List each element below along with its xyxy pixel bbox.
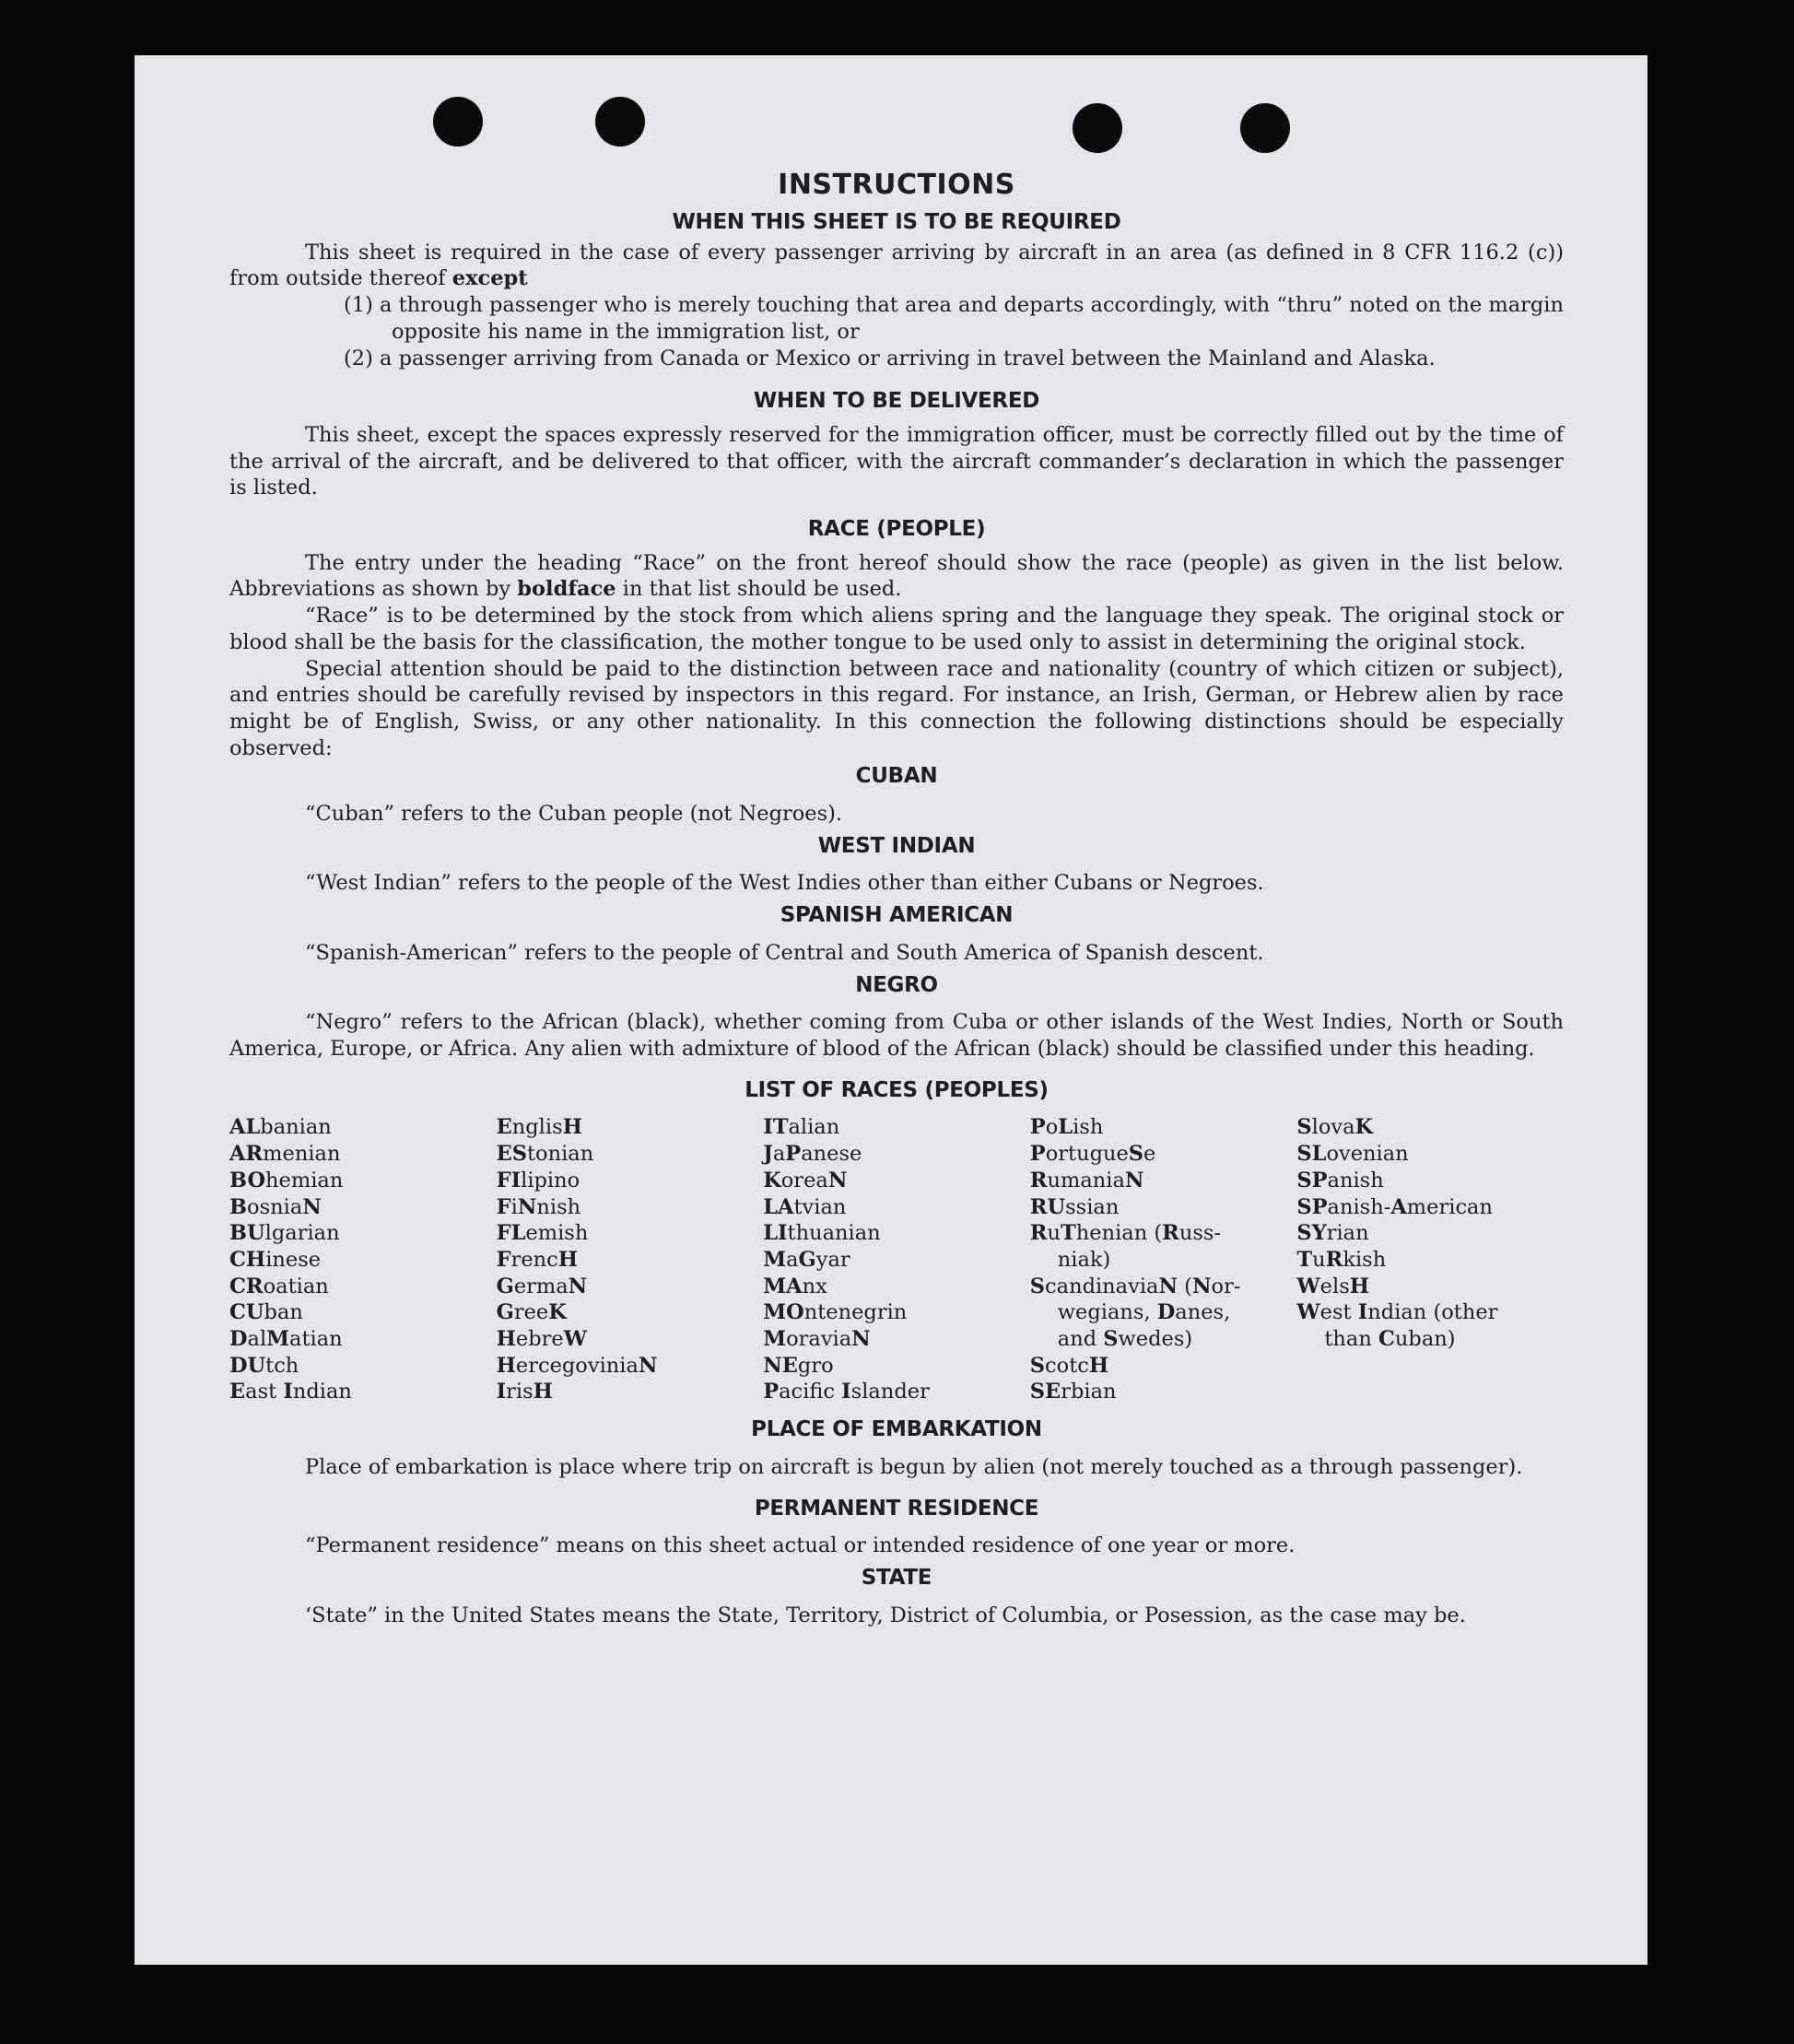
race-entry: RUssian xyxy=(1029,1194,1120,1219)
race-entry: IrisH xyxy=(496,1380,553,1404)
race-entry: ITalian xyxy=(763,1115,840,1140)
race-entry: PortugueSe xyxy=(1029,1142,1156,1167)
race-entry: SErbian xyxy=(1029,1380,1117,1404)
race-entry: CUban xyxy=(229,1300,303,1325)
race-entry: FLemish xyxy=(496,1221,589,1246)
section-heading-embarkation: PLACE OF EMBARKATION xyxy=(751,1417,1042,1442)
section-heading-race: RACE (PEOPLE) xyxy=(807,517,986,542)
race-entry: MoraviaN xyxy=(763,1327,871,1352)
races-column xyxy=(1296,1114,1564,1405)
race-entry: ScandinaviaN (Nor- xyxy=(1029,1274,1241,1298)
race-entry: MaGyar xyxy=(763,1247,850,1272)
race-entry: DalMatian xyxy=(229,1327,343,1352)
spanish-american-text: “Spanish-American” refers to the people of Central and South America of Spanish descent. xyxy=(305,940,1264,965)
race-entry: and Swedes) xyxy=(1057,1327,1193,1352)
state-text: ‘State” in the United States means the State, Territory, District of Columbia, or Posession, as the case may be. xyxy=(305,1603,1466,1627)
race-entry: FrencH xyxy=(496,1247,579,1272)
race-entry: BosniaN xyxy=(229,1194,322,1219)
race-entry: GreeK xyxy=(496,1300,567,1325)
race-paragraph: The entry under the heading “Race” on the front hereof should show the race (people) as given in the list below. Abbreviations as shown by boldface in that list should be used. xyxy=(229,550,1564,602)
races-column xyxy=(497,1114,764,1405)
race-entry: SPanish xyxy=(1296,1168,1384,1192)
instructions-content xyxy=(229,161,1564,1628)
race-entry: East Indian xyxy=(229,1380,352,1404)
document-page xyxy=(135,55,1647,1965)
race-paragraph: “Race” is to be determined by the stock from which aliens spring and the language they speak. The original stock or blood shall be the basis for the classification, the mother tongue to be used only to assist in determining the original stock. xyxy=(229,604,1564,654)
race-entry: FiNnish xyxy=(496,1194,581,1219)
section-heading-state: STATE xyxy=(861,1565,932,1590)
race-entry: GermaN xyxy=(496,1274,588,1298)
exception-item: (2) a passenger arriving from Canada or Mexico or arriving in travel between the Mainland and Alaska. xyxy=(344,346,1436,370)
residence-text: “Permanent residence” means on this sheet actual or intended residence of one year or more. xyxy=(305,1533,1296,1558)
race-entry: WelsH xyxy=(1296,1274,1369,1298)
page-title: INSTRUCTIONS xyxy=(778,169,1015,201)
races-column xyxy=(1030,1114,1297,1405)
section-heading-cuban: CUBAN xyxy=(855,764,938,789)
races-list xyxy=(229,1114,1564,1405)
section-heading-permanent-residence: PERMANENT RESIDENCE xyxy=(754,1496,1039,1521)
section-heading-required: WHEN THIS SHEET IS TO BE REQUIRED xyxy=(672,210,1121,234)
race-entry: wegians, Danes, xyxy=(1057,1300,1231,1325)
section-heading-list-of-races: LIST OF RACES (PEOPLES) xyxy=(745,1077,1049,1102)
race-entry: SlovaK xyxy=(1296,1115,1374,1140)
race-entry: PoLish xyxy=(1029,1115,1104,1140)
west-indian-text: “West Indian” refers to the people of the West Indies other than either Cubans or Negroes. xyxy=(305,871,1264,896)
race-entry: LIthuanian xyxy=(763,1221,881,1246)
races-column xyxy=(763,1114,1030,1405)
race-entry: RumaniaN xyxy=(1029,1168,1144,1192)
required-intro: This sheet is required in the case of every passenger arriving by aircraft in an area (as defined in 8 CFR 116.2 (c)) from outside thereof except xyxy=(229,240,1564,291)
race-entry: LAtvian xyxy=(763,1194,847,1219)
race-entry: ALbanian xyxy=(229,1115,332,1140)
race-entry: JaPanese xyxy=(763,1142,862,1167)
race-entry: HebreW xyxy=(496,1327,587,1352)
race-entry: SPanish-American xyxy=(1296,1194,1493,1219)
race-entry: EnglisH xyxy=(496,1115,582,1140)
cuban-text: “Cuban” refers to the Cuban people (not Negroes). xyxy=(305,802,843,827)
punch-hole xyxy=(595,97,645,147)
punch-hole xyxy=(433,97,483,147)
race-entry: RuThenian (Russ- xyxy=(1029,1221,1222,1246)
exceptions-list xyxy=(344,292,1564,371)
race-entry: NEgro xyxy=(763,1353,834,1378)
section-heading-west-indian: WEST INDIAN xyxy=(817,833,976,858)
race-entry: HercegoviniaN xyxy=(496,1353,658,1378)
section-heading-negro: NEGRO xyxy=(855,972,938,997)
race-entry: EStonian xyxy=(496,1142,594,1167)
race-paragraph: Special attention should be paid to the distinction between race and nationality (country of which citizen or subject), and entries should be carefully revised by inspectors in this regard. For instance, an Irish, German, or Hebrew alien by race might be of English, Swiss, or any other nationality. In this connection the following distinctions should be especially observed: xyxy=(229,656,1564,760)
section-heading-spanish-american: SPANISH AMERICAN xyxy=(780,903,1014,928)
negro-text: “Negro” refers to the African (black), whether coming from Cuba or other islands of the West Indies, North or South America, Europe, or Africa. Any alien with admixture of blood of the African (black) should be classified under this heading. xyxy=(229,1010,1564,1061)
race-entry: MOntenegrin xyxy=(763,1300,908,1325)
race-entry: BUlgarian xyxy=(229,1221,340,1246)
race-entry: niak) xyxy=(1057,1247,1111,1272)
embarkation-text: Place of embarkation is place where trip on aircraft is begun by alien (not merely touched as a through passenger). xyxy=(305,1454,1523,1479)
exception-item: (1) a through passenger who is merely touching that area and departs accordingly, with “thru” noted on the margin opposite his name in the immigration list, or xyxy=(344,293,1564,344)
race-entry: SLovenian xyxy=(1296,1142,1409,1167)
race-entry: West Indian (other xyxy=(1296,1300,1498,1325)
race-entry: DUtch xyxy=(229,1353,299,1378)
races-column xyxy=(229,1114,497,1405)
race-entry: CRoatian xyxy=(229,1274,329,1298)
delivered-text: This sheet, except the spaces expressly reserved for the immigration officer, must be correctly filled out by the time of the arrival of the aircraft, and be delivered to that officer, with the aircraft commander’s declaration in which the passenger is listed. xyxy=(229,422,1564,500)
race-entry: BOhemian xyxy=(229,1168,344,1192)
punch-hole xyxy=(1240,103,1290,153)
section-heading-delivered: WHEN TO BE DELIVERED xyxy=(753,389,1040,414)
race-entry: CHinese xyxy=(229,1247,322,1272)
race-entry: Pacifc Islander xyxy=(763,1380,930,1404)
race-entry: MAnx xyxy=(763,1274,827,1298)
race-entry: ARmenian xyxy=(229,1142,341,1167)
race-entry: SYrian xyxy=(1296,1221,1369,1246)
race-entry: ScotcH xyxy=(1029,1353,1109,1378)
race-entry: KoreaN xyxy=(763,1168,848,1192)
race-entry: than Cuban) xyxy=(1324,1327,1456,1352)
punch-hole xyxy=(1073,103,1122,153)
race-entry: TuRkish xyxy=(1296,1247,1387,1272)
race-entry: FIlipino xyxy=(496,1168,580,1192)
